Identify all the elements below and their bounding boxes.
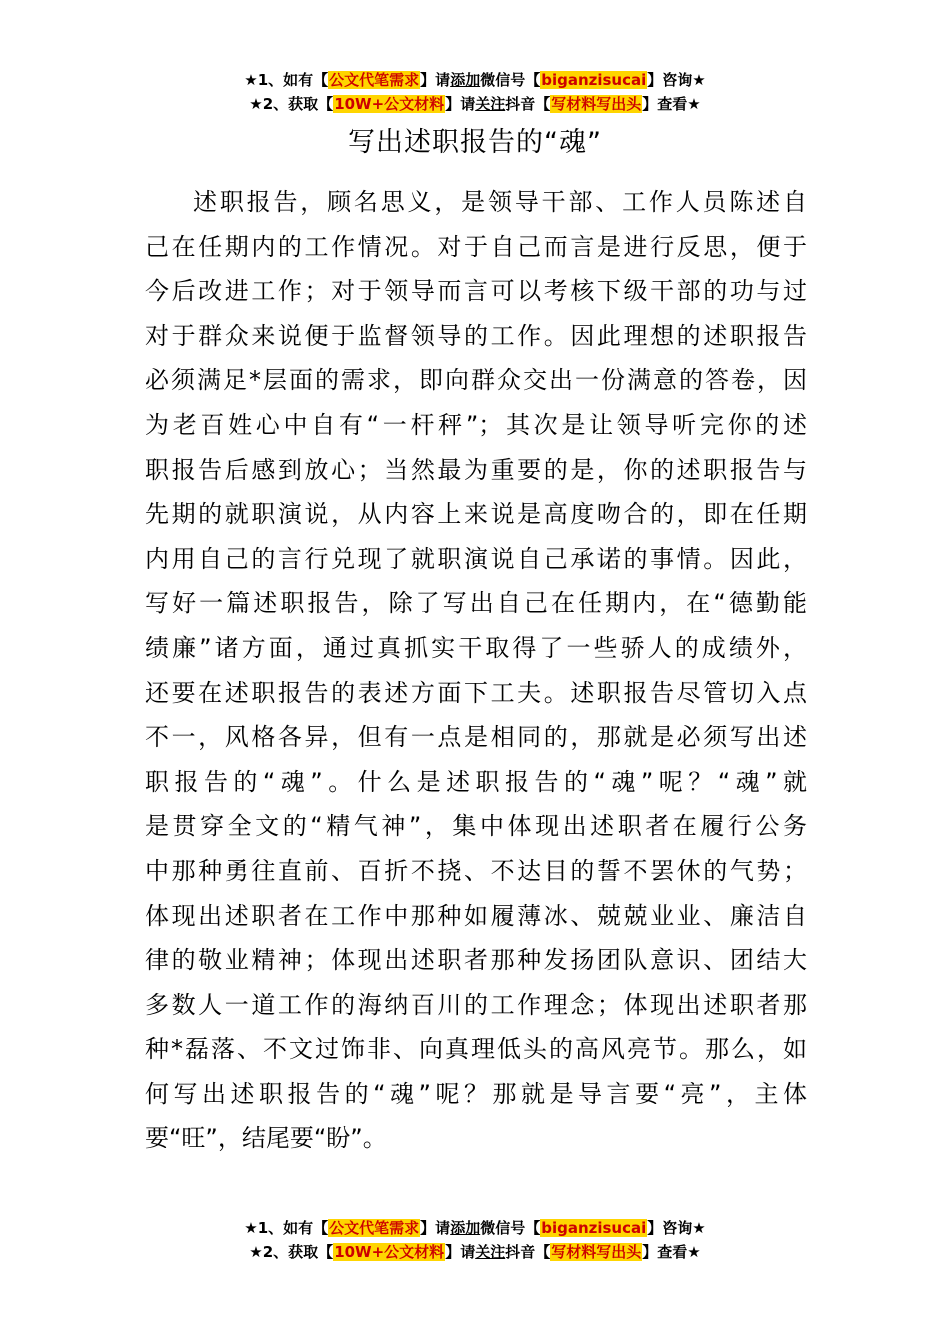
paragraph-line: 必须满足*层面的需求，即向群众交出一份满意的答卷，因 [145,366,807,395]
paragraph-line: 为老百姓心中自有“一杆秤”；其次是让领导听完你的述 [145,410,807,439]
paragraph-line: 写好一篇述职报告，除了写出自己在任期内，在“德勤能 [145,589,807,618]
header-banner-line-2 [0,92,950,116]
paragraph-line: 述职报告，顾名思义，是领导干部、工作人员陈述自 [193,188,807,216]
paragraph-line: 体现出述职者在工作中那种如履薄冰、兢兢业业、廉洁自 [145,901,807,930]
banner-text: ★1、如有【 [244,1219,329,1237]
paragraph-line: 是贯穿全文的“精气神”，集中体现出述职者在履行公务 [145,812,807,841]
banner-text: 微信号【 [480,71,541,89]
banner-text: 】查看★ [642,1243,701,1261]
paragraph-line: 职报告后感到放心；当然最为重要的是，你的述职报告与 [145,455,807,484]
header-banner-line-1 [0,68,950,92]
paragraph-line: 种*磊落、不文过饰非、向真理低头的高风亮节。那么，如 [145,1035,807,1064]
header-banner [0,68,950,116]
footer-banner-line-2 [0,1240,950,1264]
banner-underlined-text: 关注 [475,95,506,113]
document-title: 写出述职报告的“魂” [348,127,602,158]
footer-banner-line-1 [0,1216,950,1240]
banner-text: ★2、获取【 [249,1243,334,1261]
ghostwriting-service-highlight: 公文代笔需求 [329,1219,420,1237]
paragraph-line: 绩廉”诸方面，通过真抓实干取得了一些骄人的成绩外， [145,633,807,662]
banner-text: 】请 [420,1219,451,1237]
paragraph-line: 对于群众来说便于监督领导的工作。因此理想的述职报告 [145,321,807,350]
materials-highlight: 10W+公文材料 [334,1243,445,1261]
paragraph-line: 不一，风格各异，但有一点是相同的，那就是必须写出述 [145,723,807,752]
wechat-id-highlight: biganzisucai [541,1219,647,1237]
banner-text: 】请 [420,71,451,89]
banner-text: ★1、如有【 [244,71,329,89]
paragraph-line: 中那种勇往直前、百折不挠、不达目的誓不罢休的气势； [145,856,807,885]
paragraph-line: 己在任期内的工作情况。对于自己而言是进行反思，便于 [145,232,807,261]
paragraph-line: 内用自己的言行兑现了就职演说自己承诺的事情。因此， [145,544,807,573]
banner-text: 】请 [445,1243,476,1261]
document-body-paragraph [145,180,807,1161]
banner-underlined-text: 添加 [450,71,481,89]
wechat-id-highlight: biganzisucai [541,71,647,89]
banner-text: 】查看★ [642,95,701,113]
banner-underlined-text: 添加 [450,1219,481,1237]
paragraph-line: 今后改进工作；对于领导而言可以考核下级干部的功与过 [145,277,807,306]
banner-underlined-text: 关注 [475,1243,506,1261]
banner-text: 抖音【 [505,95,551,113]
paragraph-line: 还要在述职报告的表述方面下工夫。述职报告尽管切入点 [145,678,807,707]
banner-text: 】咨询★ [647,71,706,89]
douyin-account-highlight: 写材料写出头 [551,1243,642,1261]
banner-text: ★2、获取【 [249,95,334,113]
douyin-account-highlight: 写材料写出头 [551,95,642,113]
materials-highlight: 10W+公文材料 [334,95,445,113]
banner-text: 微信号【 [480,1219,541,1237]
ghostwriting-service-highlight: 公文代笔需求 [329,71,420,89]
banner-text: 】咨询★ [647,1219,706,1237]
paragraph-line: 职报告的“魂”。什么是述职报告的“魂”呢？“魂”就 [145,767,807,796]
banner-text: 抖音【 [505,1243,551,1261]
paragraph-line: 多数人一道工作的海纳百川的工作理念；体现出述职者那 [145,990,807,1019]
banner-text: 】请 [445,95,476,113]
footer-banner [0,1216,950,1264]
paragraph-line: 何写出述职报告的“魂”呢？那就是导言要“亮”，主体 [145,1079,807,1108]
paragraph-line: 律的敬业精神；体现出述职者那种发扬团队意识、团结大 [145,946,807,975]
paragraph-line: 先期的就职演说，从内容上来说是高度吻合的，即在任期 [145,500,807,529]
paragraph-line: 要“旺”，结尾要“盼”。 [145,1124,387,1153]
